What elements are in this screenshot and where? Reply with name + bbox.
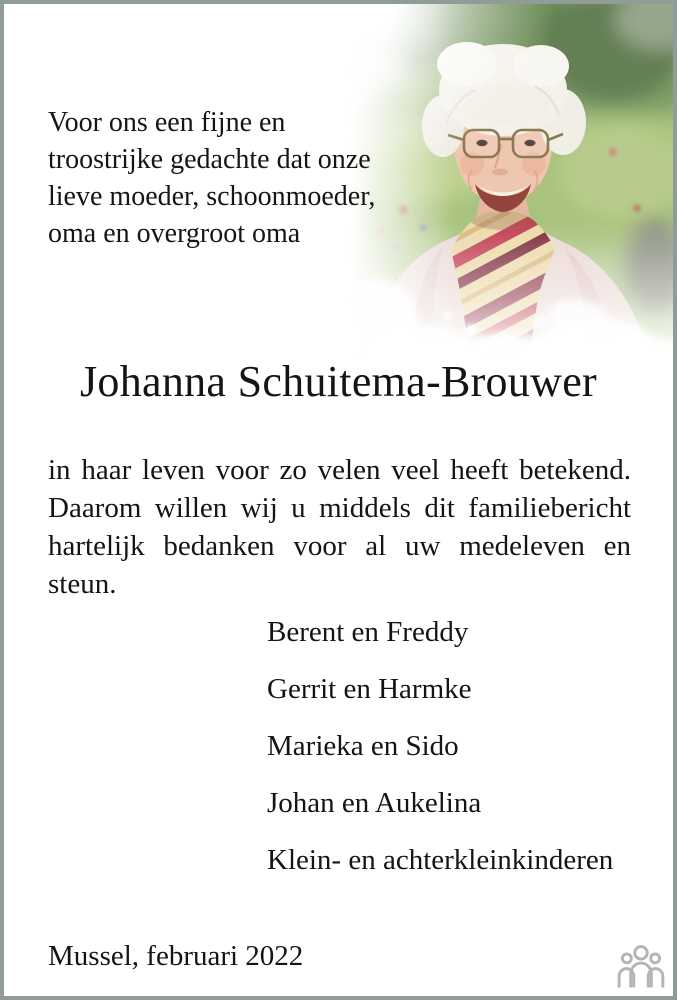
- deceased-photo: [351, 4, 673, 366]
- family-list-item: Klein- en achterkleinkinderen: [267, 844, 614, 876]
- thank-you-message: [48, 451, 631, 603]
- photo-fade-bottom: [351, 4, 673, 366]
- message-line-2: Daarom willen wij u middels dit familiebericht: [48, 492, 631, 524]
- family-list: [267, 618, 613, 903]
- family-list-item: Johan en Aukelina: [267, 787, 482, 819]
- opening-line-4: oma en overgroot oma: [48, 218, 301, 249]
- opening-line-2: troostrijke gedachte dat onze: [48, 144, 371, 175]
- family-figures-logo: [617, 945, 665, 988]
- opening-text: [48, 104, 375, 252]
- place-date: Mussel, februari 2022: [48, 940, 304, 972]
- family-list-item: Gerrit en Harmke: [267, 673, 472, 705]
- family-list-item: Berent en Freddy: [267, 616, 469, 648]
- deceased-name: Johanna Schuitema-Brouwer: [79, 357, 598, 406]
- message-line-1: in haar leven voor zo velen veel heeft betekend.: [48, 454, 631, 486]
- message-line-3: hartelijk bedanken voor al uw medeleven en steun.: [48, 530, 631, 600]
- opening-line-3: lieve moeder, schoonmoeder,: [48, 181, 376, 212]
- family-list-item: Marieka en Sido: [267, 730, 459, 762]
- portrait-illustration: [351, 4, 673, 366]
- photo-fade-corner: [351, 4, 673, 366]
- opening-line-1: Voor ons een fijne en: [48, 107, 286, 138]
